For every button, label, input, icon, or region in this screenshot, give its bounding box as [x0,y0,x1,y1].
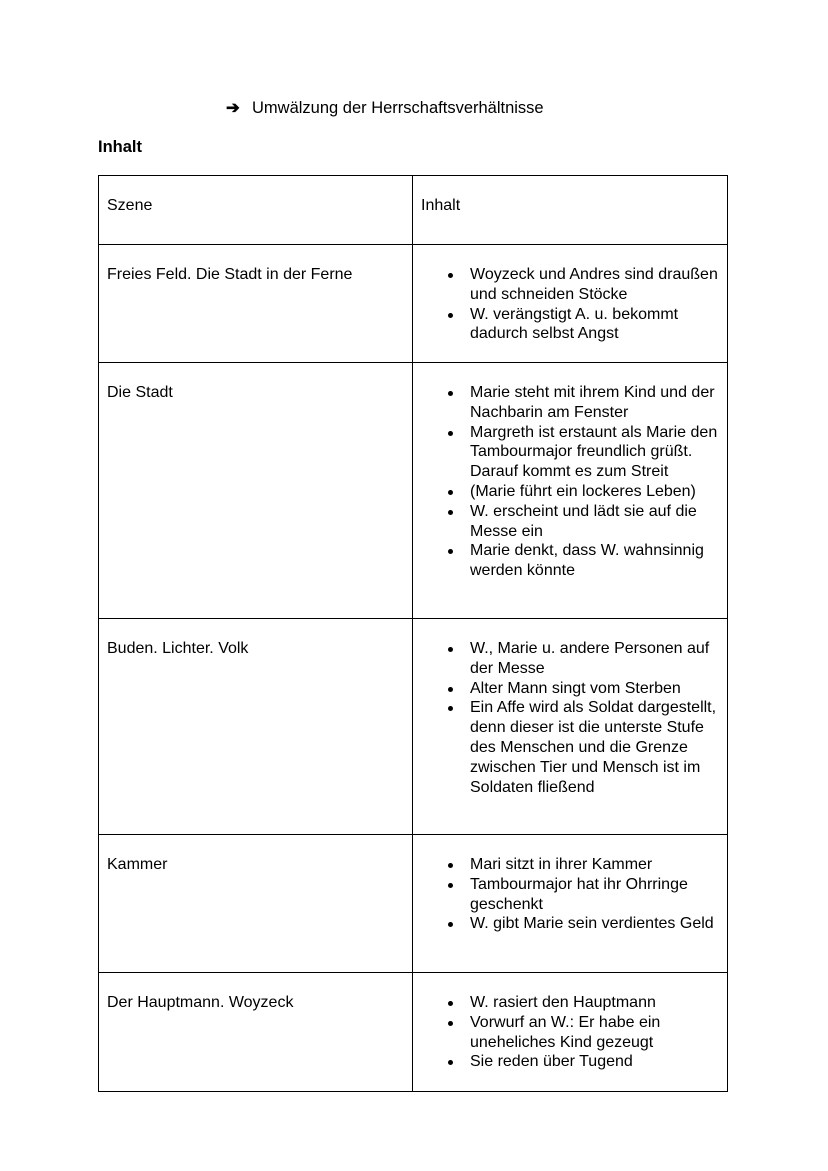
bullet-dot-icon [448,706,453,711]
bullet-dot-icon [448,647,453,652]
bullet-item [470,1052,723,1072]
bullet-dot-icon [448,549,453,554]
bullet-item [470,1013,723,1053]
bullet-dot-icon [448,313,453,318]
scene-name: Die Stadt [107,384,173,401]
bullet-dot-icon [448,1060,453,1065]
bullet-text: Woyzeck und Andres sind draußen und schneiden Stöcke [470,266,718,303]
content-cell [413,245,728,363]
scene-name: Buden. Lichter. Volk [107,640,249,657]
bullet-text: W., Marie u. andere Personen auf der Messe [470,640,710,677]
bullet-text: Mari sitzt in ihrer Kammer [470,856,653,873]
scene-cell [99,245,413,363]
content-cell [413,619,728,835]
section-title: Inhalt [98,138,142,156]
content-bullet-list [413,245,727,344]
bullet-text: Margreth ist erstaunt als Marie den Tambourmajor freundlich grüßt. Darauf kommt es zum Streit [470,423,718,481]
bullet-item [470,679,723,699]
bullet-item [470,698,723,797]
bullet-item [470,639,723,679]
bullet-item [470,502,723,542]
bullet-dot-icon [448,273,453,278]
bullet-text: Sie reden über Tugend [470,1053,633,1071]
bullet-dot-icon [448,883,453,888]
arrow-heading [226,98,544,118]
bullet-dot-icon [448,431,453,436]
bullet-item [470,305,723,345]
bullet-dot-icon [448,490,453,495]
bullet-dot-icon [448,1001,453,1006]
bullet-dot-icon [448,1021,453,1026]
bullet-item [470,482,723,502]
table-row [99,973,728,1092]
header-content-label: Inhalt [421,197,461,214]
header-cell-content [413,176,728,245]
scene-name: Freies Feld. Die Stadt in der Ferne [107,266,353,283]
scene-name: Der Hauptmann. Woyzeck [107,994,294,1011]
arrow-heading-text: Umwälzung der Herrschaftsverhältnisse [252,99,544,117]
scene-table [98,175,728,1092]
bullet-text: W. erscheint und lädt sie auf die Messe ein [470,502,697,540]
bullet-item [470,541,723,581]
bullet-text: W. verängstigt A. u. bekommt dadurch selbst Angst [470,305,679,343]
bullet-dot-icon [448,510,453,515]
header-scene-label: Szene [107,197,153,214]
table-row [99,245,728,363]
content-bullet-list [413,363,727,581]
bullet-item [470,875,723,915]
bullet-text: Marie denkt, dass W. wahnsinnig werden könnte [470,542,704,580]
bullet-item [470,914,723,934]
bullet-item [470,265,723,305]
bullet-text: W. rasiert den Hauptmann [470,994,656,1011]
scene-cell [99,619,413,835]
content-bullet-list [413,835,727,934]
scene-cell [99,835,413,973]
bullet-text: Tambourmajor hat ihr Ohrringe geschenkt [470,875,688,913]
header-cell-scene [99,176,413,245]
bullet-item [470,855,723,875]
bullet-text: Alter Mann singt vom Sterben [470,679,681,697]
bullet-dot-icon [448,391,453,396]
bullet-text: Marie steht mit ihrem Kind und der Nachbarin am Fenster [470,384,715,421]
bullet-text: W. gibt Marie sein verdientes Geld [470,915,714,933]
bullet-dot-icon [448,687,453,692]
content-cell [413,363,728,619]
bullet-item [470,993,723,1013]
bullet-dot-icon [448,863,453,868]
bullet-text: Vorwurf an W.: Er habe ein uneheliches Kind gezeugt [470,1013,661,1051]
table-row [99,619,728,835]
table-header-row [99,176,728,245]
bullet-dot-icon [448,922,453,927]
bullet-item [470,423,723,482]
content-bullet-list [413,619,727,797]
table-row [99,835,728,973]
scene-name: Kammer [107,856,168,873]
bullet-text: (Marie führt ein lockeres Leben) [470,482,696,500]
content-cell [413,973,728,1092]
content-cell [413,835,728,973]
scene-cell [99,363,413,619]
bullet-item [470,383,723,423]
scene-cell [99,973,413,1092]
table-row [99,363,728,619]
content-bullet-list [413,973,727,1072]
bullet-text: Ein Affe wird als Soldat dargestellt, denn dieser ist die unterste Stufe des Menschen und die Grenze zwischen Tier und Mensch ist im Soldaten fließend [470,699,717,796]
arrow-right-icon: ➔ [226,99,240,117]
